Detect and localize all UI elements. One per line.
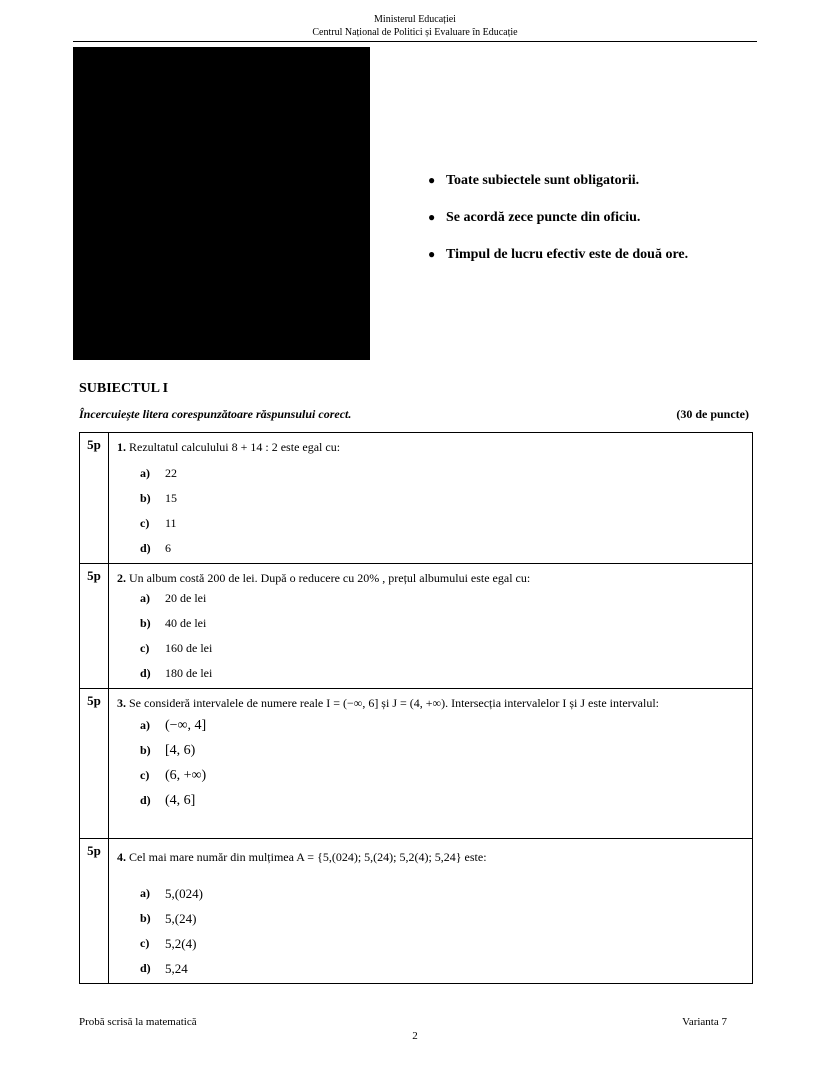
question-text: 3. Se consideră intervalele de numere reale I = (−∞, 6] și J = (4, +∞). Intersecția intervalelor I și J este intervalul: xyxy=(117,696,659,710)
answer-option[interactable]: b) [4, 6) xyxy=(140,743,196,758)
table-row xyxy=(80,689,753,839)
page-number: 2 xyxy=(412,1030,418,1042)
item-content xyxy=(109,839,753,984)
instruction-item: ● Timpul de lucru efectiv este de două ore. xyxy=(428,247,689,262)
table-row xyxy=(80,839,753,984)
item-content xyxy=(109,433,753,564)
subject-instruction: Încercuiește litera corespunzătoare răspunsului corect. xyxy=(79,407,352,421)
table-row xyxy=(80,564,753,689)
item-points: 5p xyxy=(80,564,109,689)
instruction-item: ● Se acordă zece puncte din oficiu. xyxy=(428,210,641,225)
subject-title: SUBIECTUL I xyxy=(79,381,169,396)
footer-exam-name: Probă scrisă la matematică xyxy=(79,1016,197,1028)
question-text: 2. Un album costă 200 de lei. După o reducere cu 20% , prețul albumului este egal cu: xyxy=(117,571,531,585)
item-points: 5p xyxy=(80,689,109,839)
answer-option[interactable]: a) (−∞, 4] xyxy=(140,718,207,733)
item-content xyxy=(109,689,753,839)
answer-option[interactable]: a) 20 de lei xyxy=(140,591,207,605)
redacted-block xyxy=(73,47,370,360)
answer-option[interactable]: a) 5,(024) xyxy=(140,886,203,901)
answer-option[interactable]: c) 160 de lei xyxy=(140,641,213,655)
questions-table xyxy=(79,432,753,984)
bullet-icon: ● xyxy=(428,173,436,187)
item-content xyxy=(109,564,753,689)
general-instructions xyxy=(428,172,688,283)
table-row xyxy=(80,433,753,564)
question-text: 1. Rezultatul calculului 8 + 14 : 2 este egal cu: xyxy=(117,440,341,454)
header-center: Centrul Național de Politici și Evaluare în Educație xyxy=(312,27,518,38)
item-points: 5p xyxy=(80,433,109,564)
bullet-icon: ● xyxy=(428,247,436,261)
answer-option[interactable]: c) 5,2(4) xyxy=(140,936,197,951)
footer-variant: Varianta 7 xyxy=(682,1016,727,1028)
answer-option[interactable]: c) 11 xyxy=(140,516,177,530)
page-header xyxy=(0,13,830,39)
subject-instruction-line xyxy=(79,407,749,422)
bullet-icon: ● xyxy=(428,210,436,224)
item-points: 5p xyxy=(80,839,109,984)
subject-points: (30 de puncte) xyxy=(676,407,749,421)
header-divider xyxy=(73,41,757,42)
answer-option[interactable]: d) 180 de lei xyxy=(140,666,213,680)
answer-option[interactable]: d) 6 xyxy=(140,541,171,555)
answer-option[interactable]: a) 22 xyxy=(140,466,177,480)
question-text: 4. Cel mai mare număr din mulțimea A = {5,(024); 5,(24); 5,2(4); 5,24} este: xyxy=(117,850,487,864)
answer-option[interactable]: c) (6, +∞) xyxy=(140,768,207,783)
answer-option[interactable]: d) 5,24 xyxy=(140,961,188,976)
answer-option[interactable]: d) (4, 6] xyxy=(140,793,196,808)
instruction-item: ● Toate subiectele sunt obligatorii. xyxy=(428,173,640,188)
answer-option[interactable]: b) 15 xyxy=(140,491,177,505)
answer-option[interactable]: b) 5,(24) xyxy=(140,911,197,926)
header-ministry: Ministerul Educației xyxy=(374,14,456,25)
answer-option[interactable]: b) 40 de lei xyxy=(140,616,207,630)
